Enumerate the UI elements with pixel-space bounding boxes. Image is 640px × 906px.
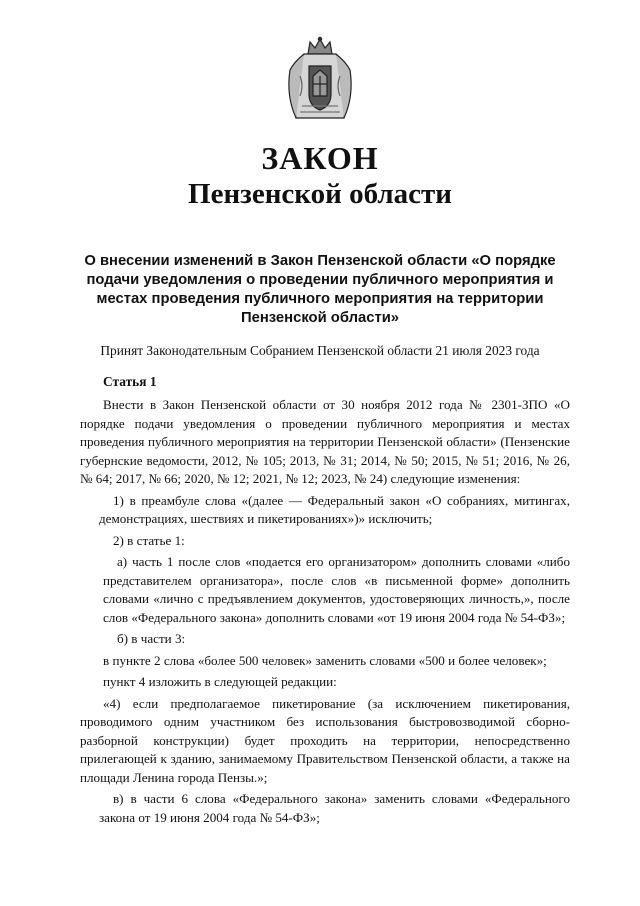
heading-line: подачи уведомления о проведении публичного мероприятия и <box>86 272 554 288</box>
law-title: ЗАКОН <box>261 140 379 176</box>
article-paragraph: пункт 4 изложить в следующей редакции: <box>103 674 337 689</box>
article-paragraph: в) в части 6 слова «Федерального закона» заменить словами «Федерального закона от 19 июня 2004 года № 54-ФЗ»; <box>99 791 570 825</box>
article-body <box>80 396 570 830</box>
article-paragraph: в пункте 2 слова «более 500 человек» заменить словами «500 и более человек»; <box>103 652 547 668</box>
article-paragraph: 1) в преамбуле слова «(далее — Федеральный закон «О собраниях, митингах, демонстрациях, шествиях и пикетированиях»)» исключить; <box>99 492 570 526</box>
article-title: Статья 1 <box>103 374 157 389</box>
law-subtitle: Пензенской области <box>188 178 452 210</box>
law-heading <box>60 252 580 328</box>
article-paragraph: а) часть 1 после слов «подается его организатором» дополнить словами «либо представителем организатора», после слов «в письменной форме» дополнить словами «лично с предъявлением документов, удостоверяющих личность,», после слов «Федерального закона» дополнить словами «от 19 июня 2004 года № 54-ФЗ»; <box>103 554 570 625</box>
heading-line: О внесении изменений в Закон Пензенской области «О порядке <box>84 253 556 269</box>
article-paragraph: 2) в статье 1: <box>113 532 185 548</box>
adoption-note: Принят Законодательным Собранием Пензенской области 21 июля 2023 года <box>100 343 540 358</box>
article-paragraph: б) в части 3: <box>117 631 186 646</box>
heading-line: местах проведения публичного мероприятия на территории <box>96 291 544 307</box>
heading-line: Пензенской области» <box>240 310 400 326</box>
article-paragraph: Внести в Закон Пензенской области от 30 ноября 2012 года № 2301-ЗПО «О порядке подачи уведомления о проведении публичного мероприятия и местах проведения публичного мероприятия на территории Пензенской области» (Пензенские губернские ведомости, 2012, № 105; 2013, № 31; 2014, № 50; 2015, № 51; 2016, № 26, № 64; 2017, № 66; 2020, № 12; 2021, № 12; 2023, № 24) следующие изменения: <box>80 397 570 486</box>
coat-of-arms-emblem <box>282 36 358 122</box>
article-paragraph: «4) если предполагаемое пикетирование (за исключением пикетирования, проводимого одним участником без использования быстровозводимой сборно-разборной конструкции) будет проходить на территории, непосредственно прилегающей к зданию, занимаемому Правительством Пензенской области, а также на площади Ленина города Пензы.»; <box>80 695 570 785</box>
